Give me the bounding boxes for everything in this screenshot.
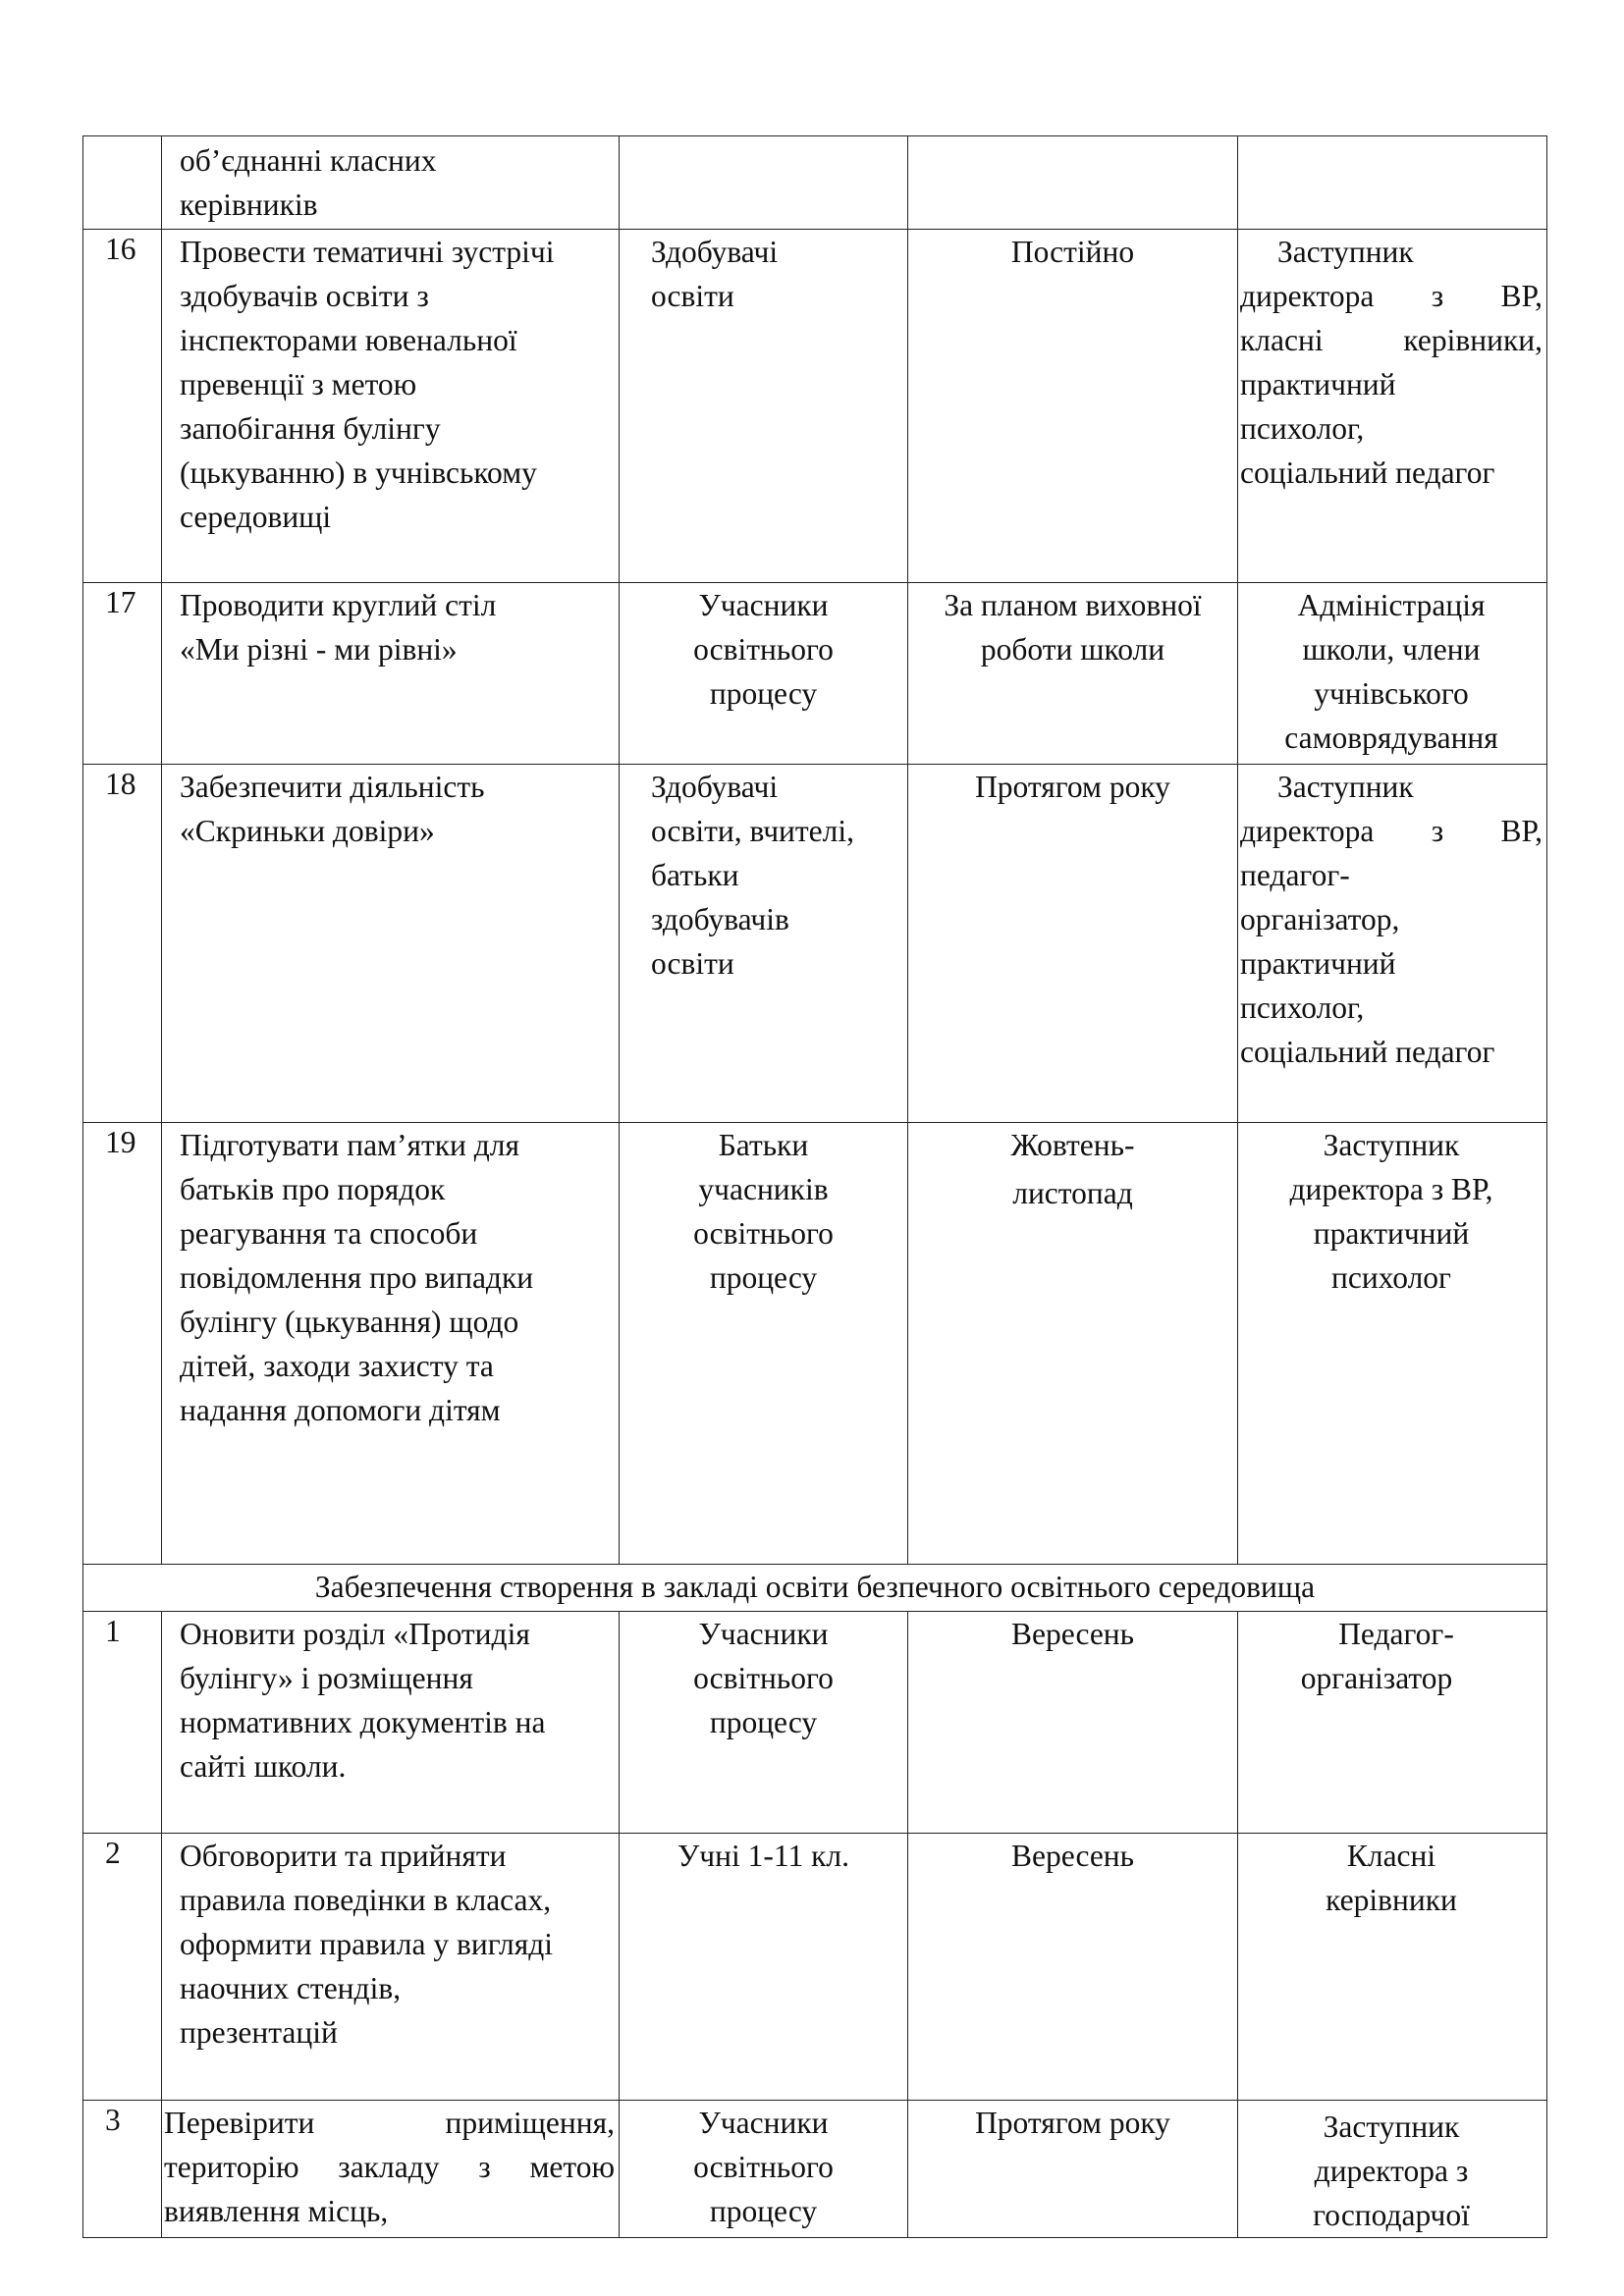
- row-number: 2: [83, 1834, 162, 2101]
- participants-text-line: Здобувачі: [651, 235, 779, 269]
- participants-text-line: освітнього: [693, 1661, 834, 1695]
- task-text-line: (цькуванню) в учнівському: [180, 455, 537, 490]
- task-text-line: Оновити розділ «Протидія: [180, 1617, 530, 1651]
- responsible-text-line: соціальний педагог: [1240, 1035, 1495, 1069]
- term-cell: [908, 230, 1238, 583]
- task-text-line: дітей, заходи захисту та: [180, 1349, 494, 1383]
- responsible-cell: [1238, 1612, 1547, 1834]
- table-row: [83, 136, 1547, 230]
- responsible-text-line: класні керівники,: [1240, 323, 1543, 357]
- table-row: [83, 765, 1547, 1123]
- participants-text-line: процесу: [709, 676, 818, 711]
- responsible-cell: [1238, 230, 1547, 583]
- participants-text-line: Учасники: [698, 588, 829, 622]
- participants-cell: [620, 1612, 908, 1834]
- row-number: 3: [83, 2101, 162, 2238]
- responsible-text-line: організатор,: [1240, 902, 1400, 936]
- task-text-line: булінгу» і розміщення: [180, 1661, 473, 1695]
- participants-cell: [620, 136, 908, 230]
- participants-text-line: процесу: [709, 1260, 818, 1295]
- participants-text-line: Батьки: [718, 1128, 809, 1162]
- responsible-text-line: самоврядування: [1284, 721, 1498, 755]
- participants-text-line: учасників: [698, 1172, 829, 1206]
- responsible-text-line: практичний: [1240, 367, 1396, 401]
- responsible-text-line: Заступник: [1277, 770, 1414, 804]
- term-cell: [908, 765, 1238, 1123]
- task-text-line: превенції з метою: [180, 367, 417, 401]
- task-text-line: об’єднанні класних: [180, 143, 437, 178]
- term-text-line: Протягом року: [975, 2106, 1170, 2140]
- participants-text-line: Учасники: [698, 2106, 829, 2140]
- row-number: 18: [83, 765, 162, 1123]
- task-cell: [162, 2101, 620, 2238]
- responsible-text-line: Класні: [1346, 1839, 1436, 1873]
- participants-text-line: процесу: [709, 1705, 818, 1739]
- term-cell: [908, 136, 1238, 230]
- task-text-line: реагування та способи: [180, 1216, 478, 1251]
- responsible-cell: [1238, 136, 1547, 230]
- responsible-text-line: Заступник: [1277, 235, 1414, 269]
- participants-text-line: освіти: [651, 279, 734, 313]
- responsible-cell: [1238, 765, 1547, 1123]
- section-heading: Забезпечення створення в закладі освіти безпечного освітнього середовища: [83, 1565, 1547, 1612]
- participants-text-line: процесу: [709, 2194, 818, 2228]
- responsible-text-line: соціальний педагог: [1240, 455, 1495, 490]
- term-text-line: Вересень: [1010, 1839, 1135, 1873]
- responsible-text-line: педагог-: [1240, 858, 1350, 892]
- responsible-text-line: практичний: [1240, 946, 1396, 981]
- task-text-line: правила поведінки в класах,: [180, 1883, 552, 1917]
- task-text-line: Проводити круглий стіл: [180, 588, 497, 622]
- task-text-line: територію закладу з метою: [164, 2150, 615, 2184]
- responsible-text-line: Адміністрація: [1297, 588, 1486, 622]
- task-text-line: булінгу (цькування) щодо: [180, 1305, 519, 1339]
- participants-text-line: батьки: [651, 858, 739, 892]
- task-text-line: Підготувати пам’ятки для: [180, 1128, 520, 1162]
- task-text-line: сайті школи.: [180, 1749, 347, 1784]
- task-cell: [162, 1612, 620, 1834]
- term-cell: [908, 1834, 1238, 2101]
- table-row: [83, 583, 1547, 765]
- task-text-line: Забезпечити діяльність: [180, 770, 485, 804]
- participants-text-line: Учні 1-11 кл.: [677, 1839, 849, 1873]
- task-cell: [162, 1123, 620, 1565]
- table-row: [83, 1834, 1547, 2101]
- task-text-line: «Ми різні - ми рівні»: [180, 632, 458, 667]
- participants-text-line: освіти, вчителі,: [651, 814, 854, 848]
- task-text-line: інспекторами ювенальної: [180, 323, 517, 357]
- task-text-line: середовищі: [180, 500, 332, 534]
- task-text-line: здобувачів освіти з: [180, 279, 429, 313]
- task-text-line: Провести тематичні зустрічі: [180, 235, 555, 269]
- responsible-text-line: директора з: [1314, 2154, 1469, 2188]
- responsible-text-line: директора з ВР,: [1240, 814, 1543, 848]
- responsible-text-line: Заступник: [1323, 1128, 1460, 1162]
- participants-cell: [620, 583, 908, 765]
- task-cell: [162, 1834, 620, 2101]
- responsible-text-line: учнівського: [1314, 676, 1469, 711]
- responsible-cell: [1238, 583, 1547, 765]
- responsible-text-line: практичний: [1313, 1216, 1470, 1251]
- task-text-line: повідомлення про випадки: [180, 1260, 534, 1295]
- task-text-line: Перевірити приміщення,: [164, 2106, 615, 2140]
- task-text-line: виявлення місць,: [164, 2194, 389, 2228]
- task-cell: [162, 583, 620, 765]
- participants-cell: [620, 765, 908, 1123]
- responsible-cell: [1238, 1834, 1547, 2101]
- participants-text-line: освітнього: [693, 2150, 834, 2184]
- responsible-text-line: психолог,: [1240, 990, 1365, 1025]
- task-cell: [162, 136, 620, 230]
- participants-text-line: Здобувачі: [651, 770, 779, 804]
- row-number: 16: [83, 230, 162, 583]
- term-text-line: Протягом року: [975, 770, 1170, 804]
- responsible-text-line: психолог,: [1240, 411, 1365, 446]
- participants-cell: [620, 1123, 908, 1565]
- task-text-line: Обговорити та прийняти: [180, 1839, 507, 1873]
- responsible-text-line: Педагог-: [1338, 1617, 1454, 1651]
- task-text-line: «Скриньки довіри»: [180, 814, 435, 848]
- term-text-line: Постійно: [1010, 235, 1135, 269]
- task-text-line: запобігання булінгу: [180, 411, 441, 446]
- task-text-line: батьків про порядок: [180, 1172, 446, 1206]
- row-number: 17: [83, 583, 162, 765]
- responsible-text-line: директора з ВР,: [1289, 1172, 1493, 1206]
- table-row: [83, 230, 1547, 583]
- term-text-line: За планом виховної: [944, 588, 1202, 622]
- responsible-text-line: психолог: [1331, 1260, 1451, 1295]
- row-number: 19: [83, 1123, 162, 1565]
- responsible-text-line: керівники: [1326, 1883, 1457, 1917]
- responsible-text-line: директора з ВР,: [1240, 279, 1543, 313]
- term-text-line: роботи школи: [980, 632, 1165, 667]
- action-plan-table: [82, 135, 1547, 2238]
- participants-cell: [620, 1834, 908, 2101]
- task-text-line: оформити правила у вигляді: [180, 1927, 554, 1961]
- responsible-text-line: організатор: [1300, 1661, 1453, 1695]
- term-text-line: Жовтень-: [1010, 1128, 1135, 1162]
- participants-cell: [620, 230, 908, 583]
- term-text-line: Вересень: [1010, 1617, 1135, 1651]
- responsible-text-line: Заступник: [1323, 2109, 1460, 2144]
- task-cell: [162, 765, 620, 1123]
- task-text-line: нормативних документів на: [180, 1705, 546, 1739]
- participants-text-line: освітнього: [693, 1216, 834, 1251]
- responsible-cell: [1238, 1123, 1547, 1565]
- term-cell: [908, 583, 1238, 765]
- table-row: [83, 2101, 1547, 2238]
- task-text-line: керівників: [180, 187, 318, 222]
- row-number: 1: [83, 1612, 162, 1834]
- term-cell: [908, 1123, 1238, 1565]
- task-text-line: презентацій: [180, 2015, 338, 2050]
- table-row: [83, 1612, 1547, 1834]
- term-text-line: листопад: [1012, 1176, 1133, 1210]
- task-cell: [162, 230, 620, 583]
- task-text-line: наочних стендів,: [180, 1971, 402, 2005]
- responsible-text-line: господарчої: [1313, 2198, 1470, 2232]
- term-cell: [908, 2101, 1238, 2238]
- row-number: [83, 136, 162, 230]
- responsible-text-line: школи, члени: [1302, 632, 1481, 667]
- table-row: [83, 1123, 1547, 1565]
- participants-text-line: здобувачів: [651, 902, 789, 936]
- participants-text-line: Учасники: [698, 1617, 829, 1651]
- participants-text-line: освітнього: [693, 632, 834, 667]
- term-cell: [908, 1612, 1238, 1834]
- task-text-line: надання допомоги дітям: [180, 1393, 501, 1427]
- participants-cell: [620, 2101, 908, 2238]
- participants-text-line: освіти: [651, 946, 734, 981]
- responsible-cell: [1238, 2101, 1547, 2238]
- section-row: [83, 1565, 1547, 1612]
